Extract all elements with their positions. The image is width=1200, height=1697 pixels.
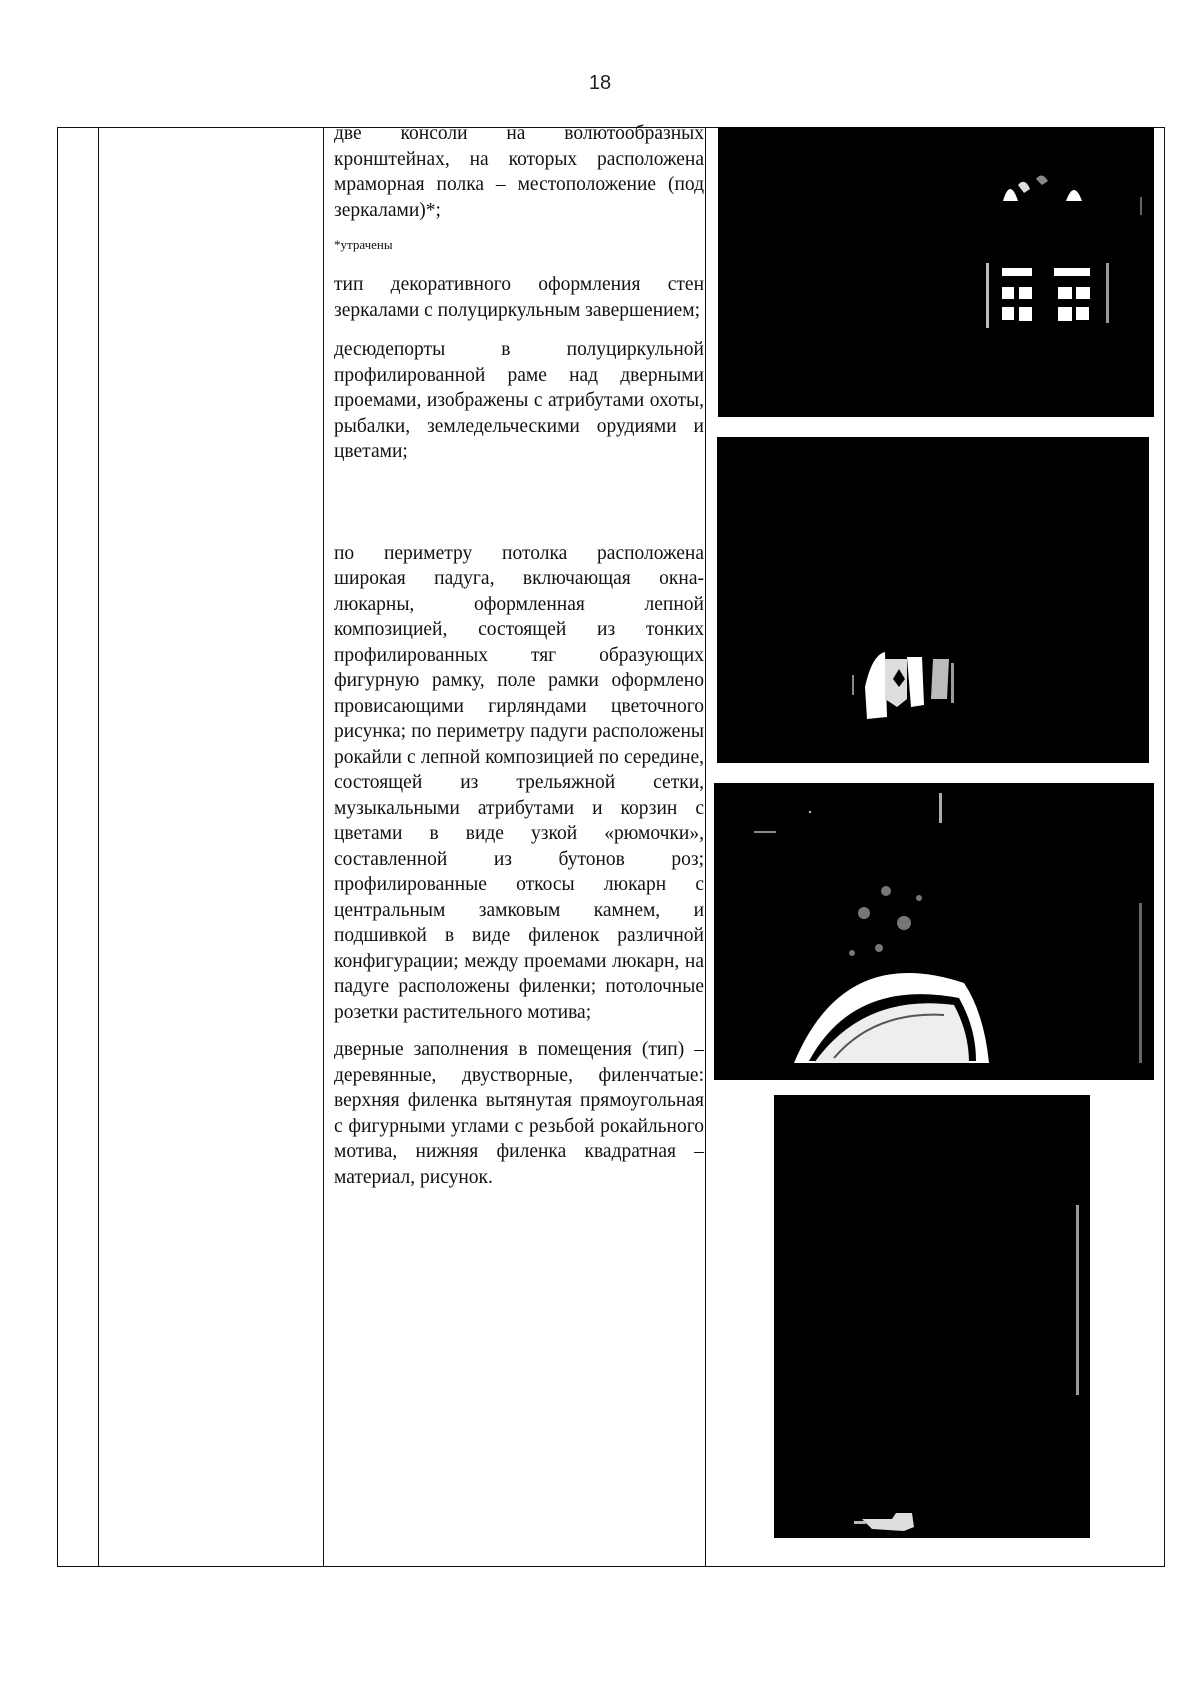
column-divider	[705, 128, 706, 1566]
page-number: 18	[588, 72, 612, 94]
photo-door	[774, 1095, 1090, 1538]
photo-overdoor	[717, 437, 1149, 763]
paragraph-doors: дверные заполнения в помещения (тип) – деревянные, двустворные, филенчатые: верхняя филенка вытянутая прямоугольная с фигурными углами с резьбой рокайльного мотива, нижняя филенка квадратная – материал, рисунок.	[334, 1039, 704, 1188]
footnote-lost: *утрачены	[334, 237, 393, 252]
description-column	[334, 123, 704, 1190]
paragraph-overdoors: десюдепорты в полуциркульной профилированной раме над дверными проемами, изображены с атрибутами охоты, рыбалки, земледельческими орудиями и цветами;	[334, 339, 704, 462]
photo-ceiling-lunette	[714, 783, 1154, 1080]
column-divider	[98, 128, 99, 1566]
photo-mirrors-windows	[718, 127, 1154, 417]
paragraph-consoles: две консоли на волютообразных кронштейнах, на которых расположена мраморная полка – местоположение (под зеркалами)*;	[334, 123, 704, 221]
paragraph-ceiling: по периметру потолка расположена широкая падуга, включающая окна-люкарны, оформленная лепной композицией, состоящей из тонких профилированных тяг образующих фигурную рамку, поле рамки оформлено провисающими гирляндами цветочного рисунка; по периметру падуги расположены рокайли с лепной композицией по середине, состоящей из трельяжной сетки, музыкальными атрибутами и корзин с цветами в виде узкой «рюмочки», составленной из бутонов роз; профилированные откосы люкарн с центральным замковым камнем, и подшивкой в виде филенок различной конфигурации; между проемами люкарн, на падуге расположены филенки; потолочные розетки растительного мотива;	[334, 542, 704, 1023]
paragraph-mirrors: тип декоративного оформления стен зеркалами с полуциркульным завершением;	[334, 274, 704, 321]
column-divider	[323, 128, 324, 1566]
